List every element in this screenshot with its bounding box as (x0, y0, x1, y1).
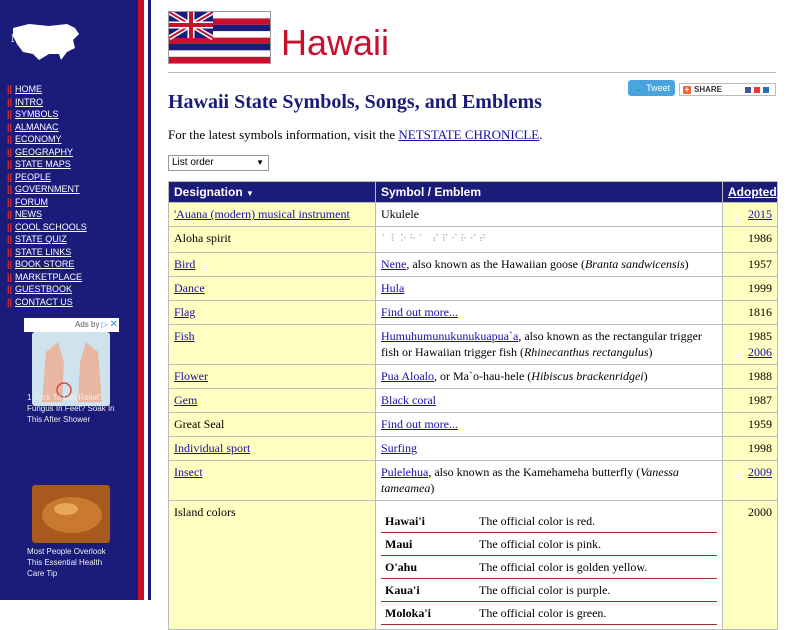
designation-cell (169, 325, 376, 365)
symbol-text-end: ) (648, 345, 653, 359)
nav-link-economy[interactable]: ECONOMY (15, 134, 62, 144)
designation-cell (169, 365, 376, 389)
nav-bullet: || (7, 246, 13, 257)
sidebar-ad[interactable] (24, 318, 119, 600)
share-plus-icon: + (684, 84, 690, 94)
designation-header-label: Designation (174, 185, 243, 199)
scientific-name: Vanessa tameamea (381, 465, 679, 495)
year-cell (723, 325, 778, 365)
nav-item-contact-us (7, 297, 87, 310)
netstate-logo-text: NETSTATE (11, 34, 74, 45)
intro-text (168, 127, 543, 143)
scientific-name: Branta sandwicensis (584, 257, 685, 271)
island-color: The official color is green. (475, 602, 717, 625)
share-service-icon (763, 87, 769, 93)
sidebar-nav (7, 84, 87, 309)
island-color-row (381, 533, 717, 556)
ad-food-image[interactable] (32, 485, 110, 543)
ads-by-text: Ads by (74, 320, 100, 329)
symbol-cell (376, 437, 723, 461)
year-cell: 1988 (723, 365, 778, 389)
island-color: The official color is golden yellow. (475, 556, 717, 579)
nav-item-government (7, 184, 87, 197)
nav-item-guestbook (7, 284, 87, 297)
nav-item-almanac (7, 122, 87, 135)
nav-item-state-links (7, 247, 87, 260)
aloha-braille-image: ⠁⠇⠕⠓⠁ ⠎⠏⠊⠗⠊⠞ (381, 234, 489, 245)
symbol-text-end: ) (684, 257, 689, 271)
header-rule (168, 72, 776, 73)
symbol-cell: Ukulele (376, 203, 723, 227)
symbol-cell (376, 325, 723, 365)
year-cell (723, 461, 778, 501)
tweet-label: Tweet (646, 83, 671, 93)
symbol-cell (376, 277, 723, 301)
symbol-text-end: ) (430, 481, 435, 495)
nav-link-symbols[interactable]: SYMBOLS (15, 109, 59, 119)
table-row (169, 301, 778, 325)
designation-cell: Island colors (169, 501, 376, 630)
nav-item-cool-schools (7, 222, 87, 235)
table-row (169, 227, 778, 253)
share-service-icon (754, 87, 760, 93)
island-color-row (381, 579, 717, 602)
symbol-cell (376, 461, 723, 501)
symbol-cell (376, 227, 723, 253)
nav-link-intro[interactable]: INTRO (15, 96, 44, 107)
designation-link[interactable]: Flower (174, 369, 208, 383)
nav-bullet: || (7, 134, 13, 144)
symbol-cell (376, 301, 723, 325)
year-cell: 1957 (723, 253, 778, 277)
nav-link-marketplace[interactable]: MARKETPLACE (15, 271, 83, 282)
table-header-row (169, 182, 778, 203)
sort-order-select[interactable] (168, 155, 269, 171)
nav-item-symbols (7, 109, 87, 122)
symbol-cell (376, 389, 723, 413)
island-color-row (381, 556, 717, 579)
intro-text-end: . (539, 127, 543, 142)
column-header-designation[interactable] (169, 182, 376, 203)
year-link[interactable]: 2006 (748, 345, 772, 359)
nav-link-forum[interactable]: FORUM (15, 196, 49, 207)
sort-down-icon: ▼ (246, 189, 254, 198)
share-button[interactable] (679, 83, 776, 96)
designation-link[interactable]: Dance (174, 281, 205, 295)
table-row (169, 277, 778, 301)
symbol-text: , also known as the Kamehameha butterfly ( (428, 465, 641, 479)
symbol-cell (376, 413, 723, 437)
nav-link-home[interactable]: HOME (15, 84, 43, 94)
nav-link-book-store[interactable]: BOOK STORE (15, 259, 75, 269)
sort-order-value: List order (172, 157, 214, 168)
table-row (169, 389, 778, 413)
designation-cell (169, 301, 376, 325)
year-cell: 1816 (723, 301, 778, 325)
symbol-cell (376, 253, 723, 277)
symbol-link[interactable]: Find out more... (381, 305, 458, 319)
nav-link-state-quiz[interactable]: STATE QUIZ (15, 234, 67, 244)
year-cell (723, 203, 778, 227)
adopted-sort-link[interactable]: Adopted (728, 185, 777, 199)
twitter-bird-icon: 🐦 (632, 82, 645, 93)
designation-link[interactable]: 'Auana (modern) musical instrument (174, 207, 350, 221)
hawaii-flag (168, 11, 271, 64)
designation-cell (169, 437, 376, 461)
nav-item-people (7, 172, 87, 185)
symbol-link[interactable]: Hula (381, 281, 405, 295)
year-cell: 1999 (723, 277, 778, 301)
nav-bullet: || (7, 221, 13, 232)
symbols-table (168, 181, 778, 630)
share-service-icon (745, 87, 751, 93)
nav-link-government[interactable]: GOVERNMENT (15, 184, 80, 194)
netstate-chronicle-link[interactable]: NETSTATE CHRONICLE (398, 127, 540, 142)
symbol-cell (376, 365, 723, 389)
island-name: Hawai'i (381, 510, 475, 533)
designation-link[interactable]: Fish (174, 329, 195, 343)
nav-bullet: || (7, 109, 13, 119)
year-value: 1985 (748, 329, 772, 343)
symbol-link[interactable]: Pulelehua (381, 465, 429, 479)
nav-bullet: || (7, 296, 13, 307)
share-label: SHARE (694, 85, 723, 94)
nav-link-contact-us[interactable]: CONTACT US (15, 296, 73, 307)
symbol-text: , or Ma`o-hau-hele ( (434, 369, 532, 383)
ad-info-icon[interactable]: ▷ (101, 320, 108, 329)
designation-cell: Great Seal (169, 413, 376, 437)
scientific-name: Rhinecanthus rectangulus (523, 345, 649, 359)
ad-label (75, 319, 118, 330)
divider-stripe (148, 0, 151, 600)
year-cell: 1986 (723, 227, 778, 253)
nav-link-state-maps[interactable]: STATE MAPS (15, 159, 71, 169)
table-row (169, 365, 778, 389)
island-color-row (381, 510, 717, 533)
symbol-link[interactable]: Black coral (381, 393, 436, 407)
year-cell: 2000 (723, 501, 778, 630)
designation-cell: Aloha spirit (169, 227, 376, 253)
nav-link-geography[interactable]: GEOGRAPHY (15, 146, 74, 157)
table-row (169, 501, 778, 630)
symbol-link[interactable]: Find out more... (381, 417, 458, 431)
symbol-link[interactable]: Nene (381, 257, 407, 271)
island-name: O'ahu (381, 556, 475, 579)
nav-bullet: || (7, 84, 13, 94)
symbol-cell (376, 501, 723, 630)
table-row (169, 413, 778, 437)
island-color: The official color is purple. (475, 579, 717, 602)
scientific-name: Hibiscus brackenridgei (531, 369, 644, 383)
nav-link-almanac[interactable]: ALMANAC (15, 121, 59, 132)
nav-bullet: || (7, 209, 13, 219)
designation-cell (169, 277, 376, 301)
year-cell: 1998 (723, 437, 778, 461)
table-row (169, 437, 778, 461)
symbol-link[interactable]: Pua Aloalo (381, 369, 434, 383)
designation-link[interactable]: Individual sport (174, 441, 251, 455)
nav-bullet: || (7, 96, 13, 107)
year-link[interactable]: 2015 (748, 207, 772, 221)
nav-link-people[interactable]: PEOPLE (15, 171, 52, 182)
designation-cell (169, 253, 376, 277)
nav-item-geography (7, 147, 87, 160)
nav-item-state-quiz (7, 234, 87, 247)
symbol-text-end: ) (643, 369, 648, 383)
island-color: The official color is pink. (475, 533, 717, 556)
nav-bullet: || (7, 121, 13, 132)
column-header-adopted (723, 182, 778, 203)
nav-item-home (7, 84, 87, 97)
designation-link[interactable]: Flag (174, 305, 196, 319)
table-row (169, 253, 778, 277)
symbol-text: , also known as the rectangular trigger fish or Hawaiian trigger fish ( (381, 329, 702, 359)
island-name: Moloka'i (381, 602, 475, 625)
island-name: Kaua'i (381, 579, 475, 602)
designation-link[interactable]: Insect (174, 465, 203, 479)
page-title: Hawaii State Symbols, Songs, and Emblems (168, 91, 542, 113)
nav-bullet: || (7, 196, 13, 207)
year-link[interactable]: 2009 (748, 465, 772, 479)
ad-text-1[interactable]: 1 Trick To Get Relief? Fungus In Feet? Soak In This After Shower (27, 393, 115, 424)
nav-bullet: || (7, 146, 13, 157)
island-colors-table (381, 510, 717, 625)
nav-bullet: || (7, 271, 13, 282)
nav-bullet: || (7, 234, 13, 244)
island-color-row (381, 602, 717, 625)
sidebar (0, 0, 138, 600)
nav-item-news (7, 209, 87, 222)
table-row (169, 203, 778, 227)
nav-item-marketplace (7, 272, 87, 285)
island-name: Maui (381, 533, 475, 556)
nav-item-state-maps (7, 159, 87, 172)
year-cell: 1987 (723, 389, 778, 413)
table-row (169, 461, 778, 501)
nav-item-economy (7, 134, 87, 147)
designation-link[interactable]: Gem (174, 393, 198, 407)
nav-link-state-links[interactable]: STATE LINKS (15, 246, 72, 257)
nav-item-book-store (7, 259, 87, 272)
symbol-link[interactable]: Surfing (381, 441, 417, 455)
dropdown-arrow-icon: ▼ (256, 158, 264, 167)
symbol-text: , also known as the Hawaiian goose ( (406, 257, 585, 271)
nav-link-cool-schools[interactable]: COOL SCHOOLS (15, 221, 87, 232)
state-name-heading: Hawaii (281, 22, 390, 63)
ad-close-icon[interactable]: ✕ (109, 319, 118, 330)
designation-link[interactable]: Bird (174, 257, 196, 271)
year-cell: 1959 (723, 413, 778, 437)
nav-link-guestbook[interactable]: GUESTBOOK (15, 284, 73, 294)
island-color: The official color is red. (475, 510, 717, 533)
nav-bullet: || (7, 259, 13, 269)
symbol-link[interactable]: Humuhumunukunukuapua`a (381, 329, 519, 343)
nav-bullet: || (7, 284, 13, 294)
intro-text-start: For the latest symbols information, visit the (168, 127, 399, 142)
nav-link-news[interactable]: NEWS (15, 209, 43, 219)
nav-bullet: || (7, 171, 13, 182)
designation-cell (169, 389, 376, 413)
nav-bullet: || (7, 184, 13, 194)
ad-text-2[interactable]: Most People Overlook This Essential Health Care Tip (27, 547, 106, 578)
designation-cell (169, 203, 376, 227)
column-header-symbol: Symbol / Emblem (376, 182, 723, 203)
tweet-button[interactable] (628, 80, 675, 96)
table-row (169, 325, 778, 365)
designation-cell (169, 461, 376, 501)
nav-item-intro (7, 97, 87, 110)
nav-bullet: || (7, 159, 13, 169)
nav-item-forum (7, 197, 87, 210)
